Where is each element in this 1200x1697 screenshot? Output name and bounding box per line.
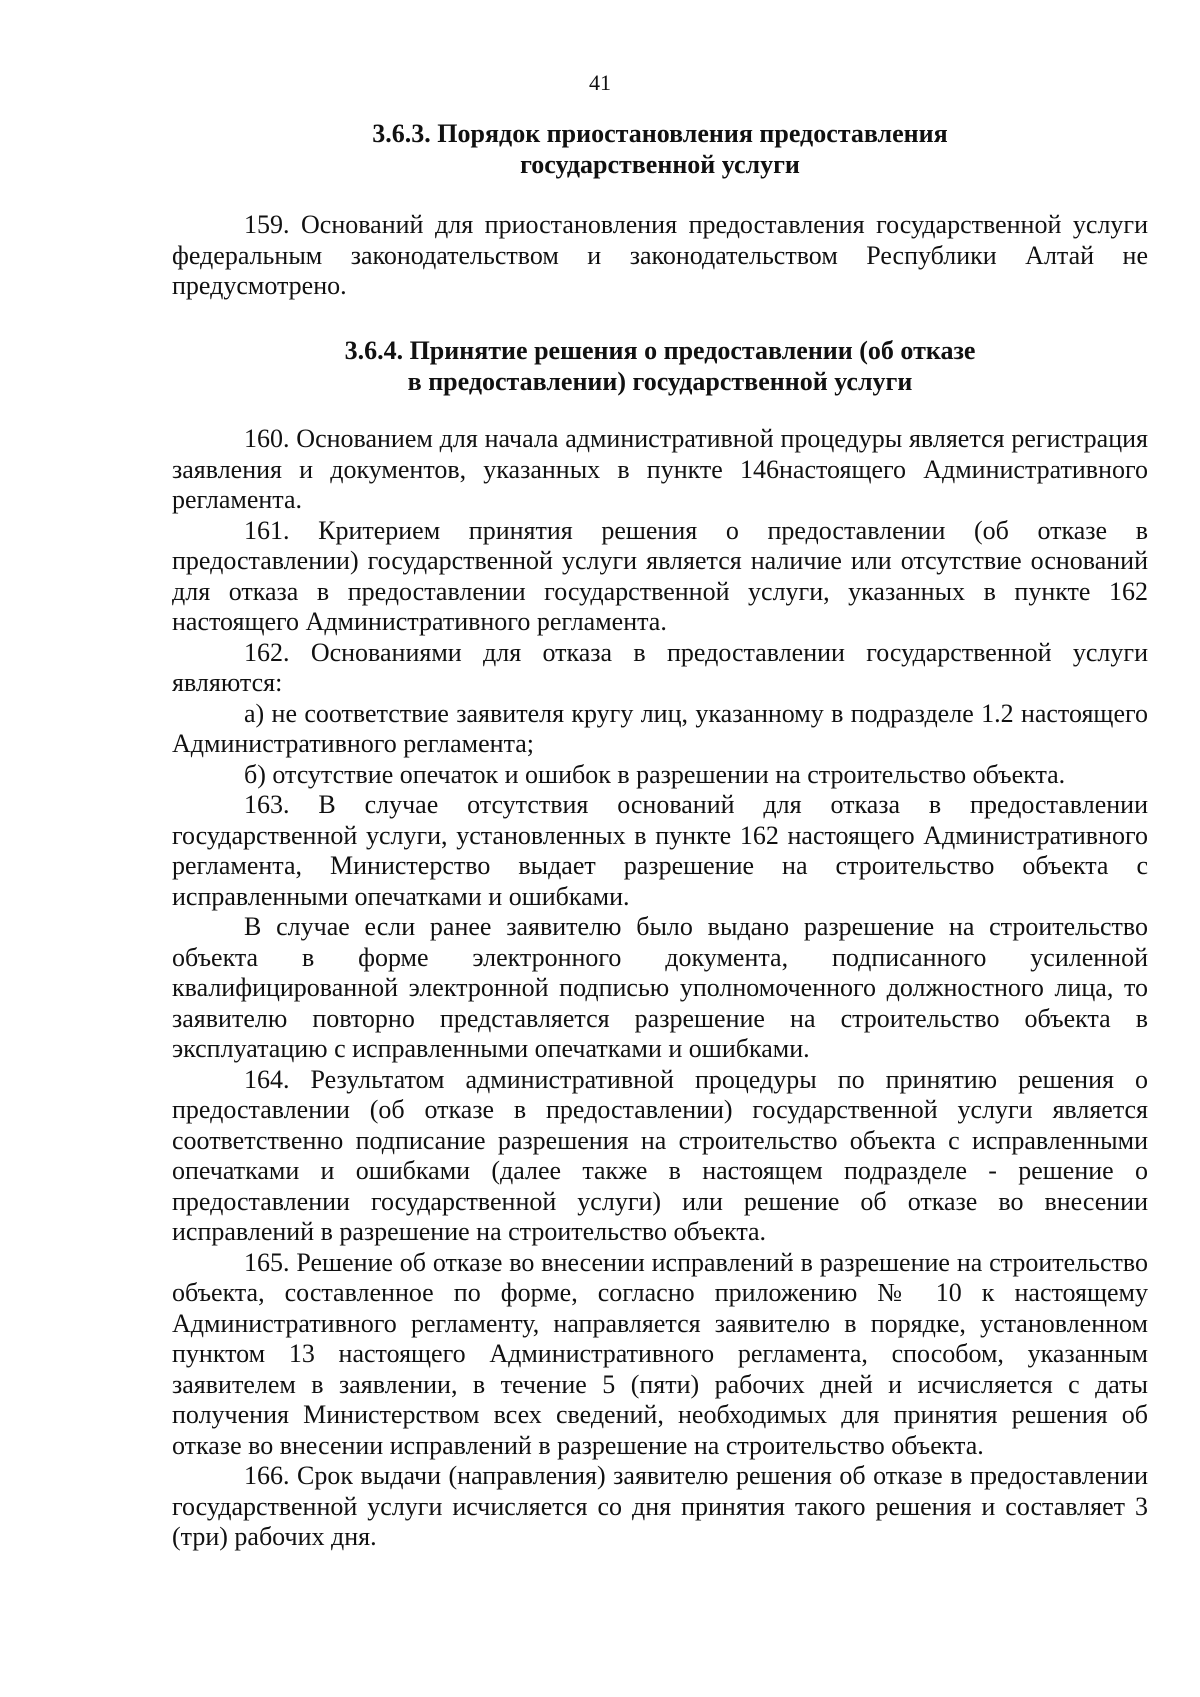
- paragraph-163-continued: В случае если ранее заявителю было выдано разрешение на строительство объекта в форме электронного документа, подписанного усиленной квалифицированной электронной подписью уполномоченного должностного лица, то заявителю повторно представляется разрешение на строительство объекта в эксплуатацию с исправленными опечатками и ошибками.: [172, 912, 1148, 1063]
- section-heading-3-6-3: [170, 118, 1150, 180]
- section-body-3-6-3: [172, 210, 1148, 302]
- section-heading-3-6-4: [170, 335, 1150, 397]
- paragraph-160: 160. Основанием для начала административной процедуры является регистрация заявления и документов, указанных в пункте 146настоящего Административного регламента.: [172, 424, 1148, 514]
- heading-line: 3.6.3. Порядок приостановления предоставления: [372, 119, 948, 148]
- paragraph-165: 165. Решение об отказе во внесении исправлений в разрешение на строительство объекта, составленное по форме, согласно приложению № 10 к настоящему Административного регламенту, направляется заявителю в порядке, установленном пунктом 13 настоящего Административного регламента, способом, указанным заявителем в заявлении, в течение 5 (пяти) рабочих дней и исчисляется с даты получения Министерством всех сведений, необходимых для принятия решения об отказе во внесении исправлений в разрешение на строительство объекта.: [172, 1247, 1148, 1460]
- paragraph-163: 163. В случае отсутствия оснований для отказа в предоставлении государственной услуги, установленных в пункте 162 настоящего Административного регламента, Министерство выдает разрешение на строительство объекта с исправленными опечатками и ошибками.: [172, 790, 1148, 911]
- paragraph-166: 166. Срок выдачи (направления) заявителю решения об отказе в предоставлении государственной услуги исчисляется со дня принятия такого решения и составляет 3 (три) рабочих дня.: [172, 1461, 1148, 1551]
- paragraph-164: 164. Результатом административной процедуры по принятию решения о предоставлении (об отказе в предоставлении) государственной услуги является соответственно подписание разрешения на строительство объекта с исправленными опечатками и ошибками (далее также в настоящем подразделе - решение о предоставлении государственной услуги) или решение об отказе во внесении исправлений в разрешение на строительство объекта.: [172, 1064, 1148, 1246]
- heading-line: в предоставлении) государственной услуги: [407, 367, 913, 396]
- heading-line: 3.6.4. Принятие решения о предоставлении (об отказе: [344, 336, 976, 365]
- page-number: 41: [589, 70, 611, 95]
- paragraph-162-a: а) не соответствие заявителя кругу лиц, указанному в подразделе 1.2 настоящего Административного регламента;: [172, 698, 1148, 758]
- section-body-3-6-4: [172, 424, 1148, 1553]
- paragraph-162-b: б) отсутствие опечаток и ошибок в разрешении на строительство объекта.: [244, 759, 1066, 789]
- paragraph-161: 161. Критерием принятия решения о предоставлении (об отказе в предоставлении) государственной услуги является наличие или отсутствие оснований для отказа в предоставлении государственной услуги, указанных в пункте 162 настоящего Административного регламента.: [172, 515, 1148, 636]
- paragraph-159: 159. Оснований для приостановления предоставления государственной услуги федеральным законодательством и законодательством Республики Алтай не предусмотрено.: [172, 210, 1148, 300]
- paragraph-162: 162. Основаниями для отказа в предоставлении государственной услуги являются:: [172, 637, 1148, 697]
- heading-line: государственной услуги: [520, 150, 800, 179]
